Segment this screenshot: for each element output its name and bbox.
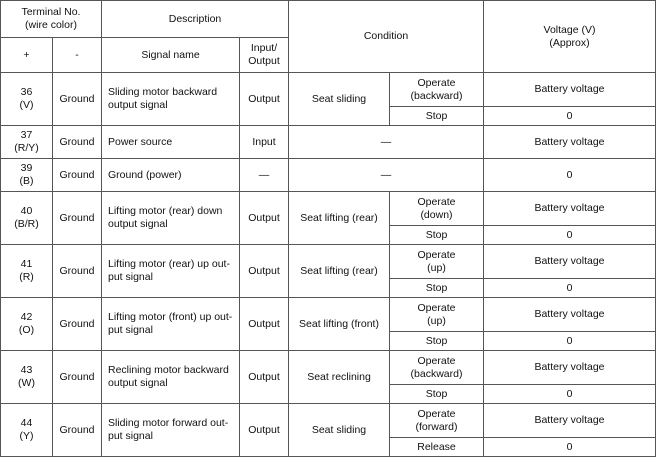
table-row <box>1 245 656 279</box>
voltage-cell: 0 <box>484 279 656 298</box>
condition-cell: Seat lifting (rear) <box>289 192 390 245</box>
header-terminal-no: Terminal No. (wire color) <box>1 1 102 38</box>
io-cell: Output <box>240 245 289 298</box>
terminal-cell: 36 (V) <box>1 73 53 126</box>
state-cell: Operate (down) <box>390 192 484 226</box>
state-cell: Operate (up) <box>390 245 484 279</box>
state-cell: Operate (forward) <box>390 404 484 438</box>
voltage-cell: Battery voltage <box>484 73 656 107</box>
ground-cell: Ground <box>53 73 102 126</box>
state-cell: Operate (backward) <box>390 351 484 385</box>
condition-cell: Seat sliding <box>289 73 390 126</box>
terminal-cell: 40 (B/R) <box>1 192 53 245</box>
state-cell: Release <box>390 438 484 457</box>
condition-cell: — <box>289 126 484 159</box>
state-cell: Stop <box>390 226 484 245</box>
ground-cell: Ground <box>53 351 102 404</box>
voltage-cell: Battery voltage <box>484 351 656 385</box>
state-cell: Stop <box>390 385 484 404</box>
ground-cell: Ground <box>53 159 102 192</box>
ground-cell: Ground <box>53 126 102 159</box>
io-cell: Output <box>240 351 289 404</box>
terminal-cell: 42 (O) <box>1 298 53 351</box>
header-minus: - <box>53 38 102 73</box>
state-cell: Operate (up) <box>390 298 484 332</box>
voltage-cell: 0 <box>484 226 656 245</box>
voltage-cell: Battery voltage <box>484 245 656 279</box>
header-row-1 <box>1 1 656 38</box>
table-row <box>1 159 656 192</box>
condition-cell: — <box>289 159 484 192</box>
io-cell: Output <box>240 404 289 457</box>
table-body <box>1 73 656 457</box>
condition-cell: Seat lifting (rear) <box>289 245 390 298</box>
terminal-cell: 44 (Y) <box>1 404 53 457</box>
ground-cell: Ground <box>53 245 102 298</box>
condition-cell: Seat sliding <box>289 404 390 457</box>
signal-name-cell: Lifting motor (front) up out- put signal <box>102 298 240 351</box>
terminal-cell: 41 (R) <box>1 245 53 298</box>
signal-name-cell: Reclining motor backward output signal <box>102 351 240 404</box>
state-cell: Operate (backward) <box>390 73 484 107</box>
table-row <box>1 351 656 385</box>
header-input-output: Input/ Output <box>240 38 289 73</box>
voltage-cell: 0 <box>484 107 656 126</box>
io-cell: Output <box>240 298 289 351</box>
terminal-cell: 43 (W) <box>1 351 53 404</box>
signal-name-cell: Lifting motor (rear) down output signal <box>102 192 240 245</box>
voltage-cell: Battery voltage <box>484 126 656 159</box>
io-cell: Output <box>240 73 289 126</box>
condition-cell: Seat lifting (front) <box>289 298 390 351</box>
header-voltage: Voltage (V) (Approx) <box>484 1 656 73</box>
io-cell: Input <box>240 126 289 159</box>
voltage-cell: 0 <box>484 159 656 192</box>
table-row <box>1 404 656 438</box>
signal-name-cell: Power source <box>102 126 240 159</box>
table-row <box>1 192 656 226</box>
io-cell: Output <box>240 192 289 245</box>
state-cell: Stop <box>390 332 484 351</box>
voltage-cell: Battery voltage <box>484 192 656 226</box>
signal-name-cell: Lifting motor (rear) up out- put signal <box>102 245 240 298</box>
table-row <box>1 298 656 332</box>
voltage-cell: Battery voltage <box>484 298 656 332</box>
condition-cell: Seat reclining <box>289 351 390 404</box>
header-condition: Condition <box>289 1 484 73</box>
header-description: Description <box>102 1 289 38</box>
terminal-cell: 39 (B) <box>1 159 53 192</box>
terminal-cell: 37 (R/Y) <box>1 126 53 159</box>
ground-cell: Ground <box>53 404 102 457</box>
signal-name-cell: Sliding motor backward output signal <box>102 73 240 126</box>
state-cell: Stop <box>390 107 484 126</box>
signal-name-cell: Ground (power) <box>102 159 240 192</box>
voltage-cell: 0 <box>484 438 656 457</box>
header-plus: + <box>1 38 53 73</box>
table-row <box>1 126 656 159</box>
header-signal-name: Signal name <box>102 38 240 73</box>
ground-cell: Ground <box>53 298 102 351</box>
voltage-cell: Battery voltage <box>484 404 656 438</box>
table-row <box>1 73 656 107</box>
voltage-cell: 0 <box>484 385 656 404</box>
io-cell: — <box>240 159 289 192</box>
ground-cell: Ground <box>53 192 102 245</box>
state-cell: Stop <box>390 279 484 298</box>
signal-name-cell: Sliding motor forward out- put signal <box>102 404 240 457</box>
voltage-cell: 0 <box>484 332 656 351</box>
